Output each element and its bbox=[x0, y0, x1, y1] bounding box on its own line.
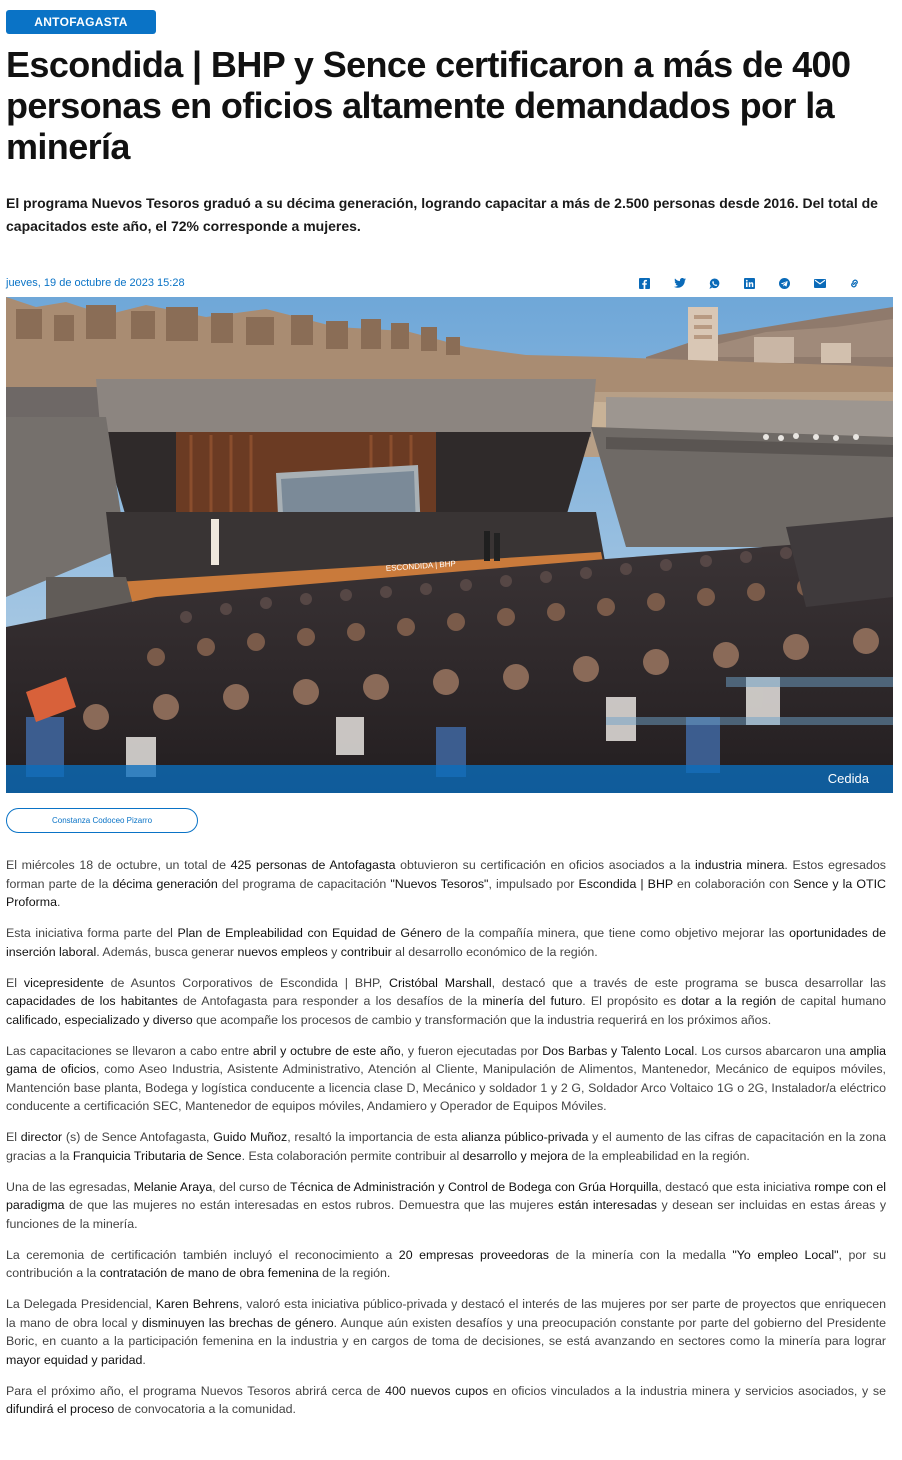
paragraph-text: de Antofagasta para responder a los desafíos de la bbox=[177, 994, 483, 1008]
paragraph-text: y bbox=[327, 944, 341, 959]
email-icon[interactable] bbox=[802, 275, 837, 291]
highlighted-text: Franquicia Tributaria de Sence bbox=[72, 1148, 242, 1163]
linkedin-icon[interactable] bbox=[732, 275, 767, 291]
link-icon[interactable] bbox=[837, 275, 872, 291]
paragraph-text: de que las mujeres no están interesadas en estos rubros. Demuestra que las mujeres bbox=[64, 1198, 559, 1212]
article-paragraph bbox=[6, 1295, 886, 1369]
highlighted-text: contratación de mano de obra femenina bbox=[99, 1266, 319, 1280]
highlighted-text: "Nuevos Tesoros" bbox=[390, 876, 489, 891]
highlighted-text: amplia gama de oficios bbox=[6, 1043, 886, 1076]
highlighted-text: 20 empresas proveedoras bbox=[398, 1247, 549, 1262]
highlighted-text: vicepresidente bbox=[23, 975, 104, 990]
highlighted-text: Cristóbal Marshall bbox=[389, 975, 492, 990]
highlighted-text: 400 nuevos cupos bbox=[385, 1383, 489, 1398]
paragraph-text: , como Aseo Industria, Asistente Administrativo, Atención al Cliente, Manipulación de Alimentos, Mantenedor, Mecánico de equipos móviles, Mantención base planta, Bodega y logística conducente a licencia clase D, Mecánico y soldador 1 y 2 G, Soldador Arco Voltaico 1G o 2G, Instalador/a eléctrico conducente a certificación SEC, Mantenedor de equipos móviles, Andamiero y Operador de Equipos Móviles. bbox=[6, 1062, 886, 1113]
paragraph-text: . El propósito es bbox=[582, 994, 682, 1008]
paragraph-text: en colaboración con bbox=[672, 876, 794, 891]
article-lead: El programa Nuevos Tesoros graduó a su décima generación, logrando capacitar a más de 2.500 personas desde 2016. Del total de capacitados este año, el 72% corresponde a mujeres. bbox=[6, 195, 878, 234]
paragraph-text: El bbox=[6, 1130, 21, 1144]
publish-date: jueves, 19 de octubre de 2023 15:28 bbox=[6, 277, 185, 289]
paragraph-text: y el aumento de las cifras de capacitación en la zona gracias a la bbox=[6, 1130, 887, 1163]
highlighted-text: rompe con el paradigma bbox=[6, 1179, 886, 1212]
paragraph-text: , por su contribución a la bbox=[6, 1247, 887, 1280]
article-paragraph bbox=[6, 1178, 886, 1234]
paragraph-text: , del curso de bbox=[212, 1179, 291, 1194]
paragraph-text: y desean ser incluidas en estas áreas y funciones de la minería. bbox=[6, 1198, 887, 1231]
paragraph-text: Las capacitaciones se llevaron a cabo entre bbox=[6, 1043, 253, 1058]
paragraph-text: , valoró esta iniciativa público-privada y destacó el interés de las mujeres por ser parte de proyectos que enriquecen la mano de obra local y bbox=[6, 1297, 886, 1330]
stage-sign: ESCONDIDA | BHP bbox=[385, 559, 457, 573]
paragraph-text: . bbox=[56, 895, 61, 909]
paragraph-text: del programa de capacitación bbox=[217, 876, 391, 891]
paragraph-text: . Estos egresados forman parte de la bbox=[6, 858, 886, 891]
paragraph-text: Esta iniciativa forma parte del bbox=[6, 926, 178, 940]
share-bar bbox=[627, 275, 872, 291]
paragraph-text: (s) de Sence Antofagasta, bbox=[62, 1130, 214, 1144]
highlighted-text: calificado, especializado y diverso bbox=[6, 1012, 193, 1027]
paragraph-text: . Además, busca generar bbox=[96, 944, 238, 959]
paragraph-text: de la región. bbox=[318, 1266, 391, 1280]
paragraph-text: . Los cursos abarcaron una bbox=[694, 1043, 850, 1058]
paragraph-text: de Asuntos Corporativos de Escondida | BHP, bbox=[103, 975, 390, 990]
highlighted-text: difundirá el proceso bbox=[6, 1402, 115, 1416]
highlighted-text: mayor equidad y paridad bbox=[6, 1352, 143, 1367]
author-button[interactable]: Constanza Codoceo Pizarro bbox=[6, 808, 198, 833]
article-paragraph bbox=[6, 974, 886, 1030]
highlighted-text: Karen Behrens bbox=[155, 1297, 239, 1311]
highlighted-text: Sence y la OTIC Proforma bbox=[6, 876, 886, 909]
photo-credit: Cedida bbox=[827, 771, 869, 786]
paragraph-text: , destacó que esta iniciativa bbox=[658, 1179, 815, 1194]
twitter-icon[interactable] bbox=[662, 275, 697, 291]
highlighted-text: contribuir bbox=[340, 944, 392, 959]
paragraph-text: que acompañe los procesos de cambio y transformación que la industria requerirá en los próximos años. bbox=[192, 1012, 772, 1027]
highlighted-text: Técnica de Administración y Control de Bodega con Grúa Horquilla bbox=[290, 1179, 659, 1194]
category-badge[interactable]: ANTOFAGASTA bbox=[6, 10, 156, 34]
highlighted-text: 425 personas de Antofagasta bbox=[230, 858, 396, 872]
article-meta bbox=[6, 274, 872, 292]
whatsapp-icon[interactable] bbox=[697, 275, 732, 291]
photo-credit-bar bbox=[6, 765, 893, 793]
paragraph-text: , y fueron ejecutadas por bbox=[400, 1043, 543, 1058]
paragraph-text: de la compañía minera, que tiene como objetivo mejorar las bbox=[441, 926, 790, 940]
highlighted-text: Escondida | BHP bbox=[578, 876, 673, 891]
paragraph-text: en oficios vinculados a la industria minera y servicios asociados, y se bbox=[488, 1383, 886, 1398]
article-title: Escondida | BHP y Sence certificaron a más de 400 personas en oficios altamente demandados por la minería bbox=[6, 44, 851, 167]
highlighted-text: están interesadas bbox=[558, 1198, 657, 1212]
paragraph-text: al desarrollo económico de la región. bbox=[391, 944, 598, 959]
paragraph-text: . bbox=[142, 1352, 146, 1367]
paragraph-text: , impulsado por bbox=[488, 876, 579, 891]
highlighted-text: nuevos empleos bbox=[237, 944, 328, 959]
article-paragraph bbox=[6, 1382, 886, 1419]
highlighted-text: dotar a la región bbox=[681, 994, 777, 1008]
highlighted-text: disminuyen las brechas de género bbox=[141, 1315, 334, 1330]
highlighted-text: Melanie Araya bbox=[133, 1179, 213, 1194]
article-paragraph bbox=[6, 1246, 886, 1283]
paragraph-text: Una de las egresadas, bbox=[6, 1179, 134, 1194]
highlighted-text: décima generación bbox=[112, 876, 218, 891]
article-paragraph bbox=[6, 856, 886, 912]
paragraph-text: El bbox=[6, 975, 24, 990]
highlighted-text: industria minera bbox=[695, 858, 785, 872]
paragraph-text: , resaltó la importancia de esta bbox=[287, 1130, 462, 1144]
article-body bbox=[6, 856, 886, 1431]
highlighted-text: alianza público-privada bbox=[461, 1130, 589, 1144]
facebook-icon[interactable] bbox=[627, 275, 662, 291]
highlighted-text: oportunidades de inserción laboral bbox=[6, 926, 886, 959]
paragraph-text: Para el próximo año, el programa Nuevos Tesoros abrirá cerca de bbox=[6, 1383, 386, 1398]
highlighted-text: desarrollo y mejora bbox=[462, 1148, 569, 1163]
telegram-icon[interactable] bbox=[767, 275, 802, 291]
highlighted-text: Plan de Empleabilidad con Equidad de Género bbox=[177, 926, 442, 940]
highlighted-text: capacidades de los habitantes bbox=[6, 994, 178, 1008]
highlighted-text: "Yo empleo Local" bbox=[732, 1247, 839, 1262]
paragraph-text: La ceremonia de certificación también incluyó el reconocimiento a bbox=[6, 1247, 399, 1262]
article-paragraph bbox=[6, 1128, 886, 1165]
paragraph-text: obtuvieron su certificación en oficios asociados a la bbox=[395, 858, 696, 872]
paragraph-text: de la minería con la medalla bbox=[548, 1247, 733, 1262]
paragraph-text: El miércoles 18 de octubre, un total de bbox=[6, 858, 231, 872]
highlighted-text: director bbox=[20, 1130, 63, 1144]
highlighted-text: abril y octubre de este año bbox=[252, 1043, 401, 1058]
highlighted-text: Dos Barbas y Talento Local bbox=[542, 1043, 695, 1058]
paragraph-text: de convocatoria a la comunidad. bbox=[114, 1402, 296, 1416]
article-paragraph bbox=[6, 1042, 886, 1116]
paragraph-text: . Aunque aún existen desafíos y una preocupación constante por parte del gobierno del Presidente Boric, en cuanto a la participación femenina en la industria y en cargos de toma de decisiones, se está avanzando en sectores como la minería para lograr bbox=[6, 1315, 886, 1348]
article-photo bbox=[6, 297, 893, 793]
paragraph-text: de la empleabilidad en la región. bbox=[568, 1148, 750, 1163]
paragraph-text: de capital humano bbox=[776, 994, 886, 1008]
paragraph-text: La Delegada Presidencial, bbox=[6, 1297, 156, 1311]
article-paragraph bbox=[6, 924, 886, 961]
highlighted-text: minería del futuro bbox=[482, 994, 583, 1008]
paragraph-text: , destacó que a través de este programa se busca desarrollar las bbox=[491, 975, 886, 990]
highlighted-text: Guido Muñoz bbox=[213, 1130, 288, 1144]
paragraph-text: . Esta colaboración permite contribuir al bbox=[241, 1148, 463, 1163]
